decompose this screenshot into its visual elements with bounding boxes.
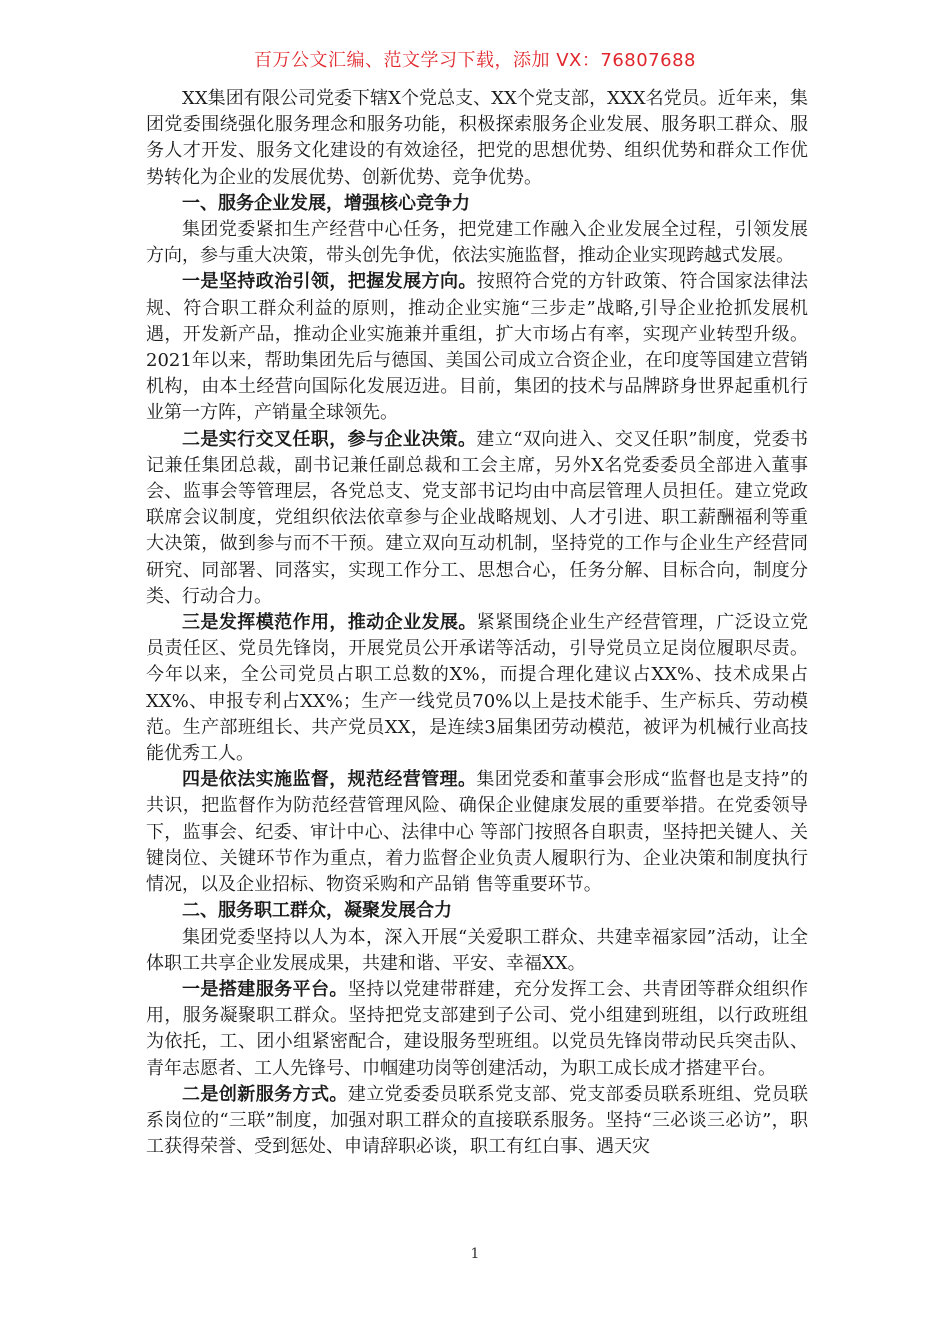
section-1-item-2-lead: 二是实行交叉任职，参与企业决策。 [182, 428, 477, 450]
section-1-item-4-text: 集团党委和董事会形成“监督也是支持”的共识，把监督作为防范经营管理风险、确保企业健康发展的重要举措。在党委领导下，监事会、纪委、审计中心、法律中心 等部门按照各自职责，坚持把关键人、关键岗位、关键环节作为重点，着力监督企业负责人履职行为、企业决策和制度执行情况，以及企业招标、物资采购和产品销 售等重要环节。 [146, 769, 809, 896]
section-2-intro: 集团党委坚持以人为本，深入开展“关爱职工群众、共建幸福家园”活动，让全体职工共享企业发展成果，共建和谐、平安、幸福XX。 [146, 926, 808, 974]
section-2-item-1-lead: 一是搭建服务平台。 [182, 978, 348, 1000]
section-2-item-2 [146, 1082, 808, 1161]
section-1-item-1-text: 按照符合党的方针政策、符合国家法律法规、符合职工群众利益的原则，推动企业实施“三步走”战略,引导企业抢抓发展机遇，开发新产品，推动企业实施兼并重组，扩大市场占有率，实现产业转型升级。2021年以来，帮助集团先后与德国、美国公司成立合资企业，在印度等国建立营销机构，由本土经营向国际化发展迈进。目前，集团的技术与品牌跻身世界起重机行业第一方阵，产销量全球领先。 [146, 271, 809, 424]
section-2-item-1-text: 坚持以党建带群建，充分发挥工会、共青团等群众组织作用，服务凝聚职工群众。坚持把党支部建到子公司、党小组建到班组，以行政班组为依托，工、团小组紧密配合，建设服务型班组。以党员先锋岗带动民兵突击队、青年志愿者、工人先锋号、巾帼建功岗等创建活动，为职工成长成才搭建平台。 [146, 978, 809, 1079]
section-1-intro: 集团党委紧扣生产经营中心任务，把党建工作融入企业发展全过程，引领发展方向，参与重大决策，带头创先争优，依法实施监督，推动企业实现跨越式发展。 [146, 219, 808, 267]
document-body [146, 86, 808, 1160]
section-1-item-2-text: 建立“双向进入、交叉任职”制度，党委书记兼任集团总裁，副书记兼任副总裁和工会主席，另外X名党委委员全部进入董事会、监事会等管理层，各党总支、党支部书记均由中高层管理人员担任。建立党政联席会议制度，党组织依法依章参与企业战略规划、人才引进、职工薪酬福利等重大决策，做到参与而不干预。建立双向互动机制，坚持党的工作与企业生产经营同研究、同部署、同落实，实现工作分工、思想合心，任务分解、目标合向，制度分类、行动合力。 [146, 428, 809, 607]
section-1-heading: 一、服务企业发展，增强核心竞争力 [182, 192, 470, 214]
section-1-item-4-lead: 四是依法实施监督，规范经营管理。 [182, 769, 477, 791]
section-1-item-3-text: 紧紧围绕企业生产经营管理，广泛设立党员责任区、党员先锋岗，开展党员公开承诺等活动，引导党员立足岗位履职尽责。今年以来，全公司党员占职工总数的X%，而提合理化建议占XX%、技术成果占XX%、申报专利占XX%；生产一线党员70%以上是技术能手、生产标兵、劳动模范。生产部班组长、共产党员XX，是连续3届集团劳动模范，被评为机械行业高技能优秀工人。 [146, 612, 809, 765]
header-banner: 百万公文汇编、范文学习下载，添加 VX：76807688 [254, 50, 696, 71]
section-2-item-2-text: 建立党委委员联系党支部、党支部委员联系班组、党员联系岗位的“三联”制度，加强对职工群众的直接联系服务。坚持“三必谈三必访”，职工获得荣誉、受到惩处、申请辞职必谈，职工有红白事、遇天灾 [146, 1083, 809, 1158]
section-1-item-3-lead: 三是发挥模范作用，推动企业发展。 [182, 612, 477, 634]
section-2-item-1 [146, 977, 808, 1082]
section-2-heading: 二、服务职工群众，凝聚发展合力 [182, 900, 452, 922]
section-1-item-1-lead: 一是坚持政治引领，把握发展方向。 [182, 271, 477, 293]
intro-paragraph: XX集团有限公司党委下辖X个党总支、XX个党支部，XXX名党员。近年来，集团党委围绕强化服务理念和服务功能，积极探索服务企业发展、服务职工群众、服务人才开发、服务文化建设的有效途径，把党的思想优势、组织优势和群众工作优势转化为企业的发展优势、创新优势、竞争优势。 [146, 88, 808, 188]
section-1-item-3 [146, 610, 808, 767]
section-1-item-1 [146, 269, 808, 426]
page-number: 1 [470, 1246, 480, 1262]
section-1-item-4 [146, 767, 808, 898]
section-2-item-2-lead: 二是创新服务方式。 [182, 1083, 348, 1105]
section-1-item-2 [146, 427, 808, 610]
